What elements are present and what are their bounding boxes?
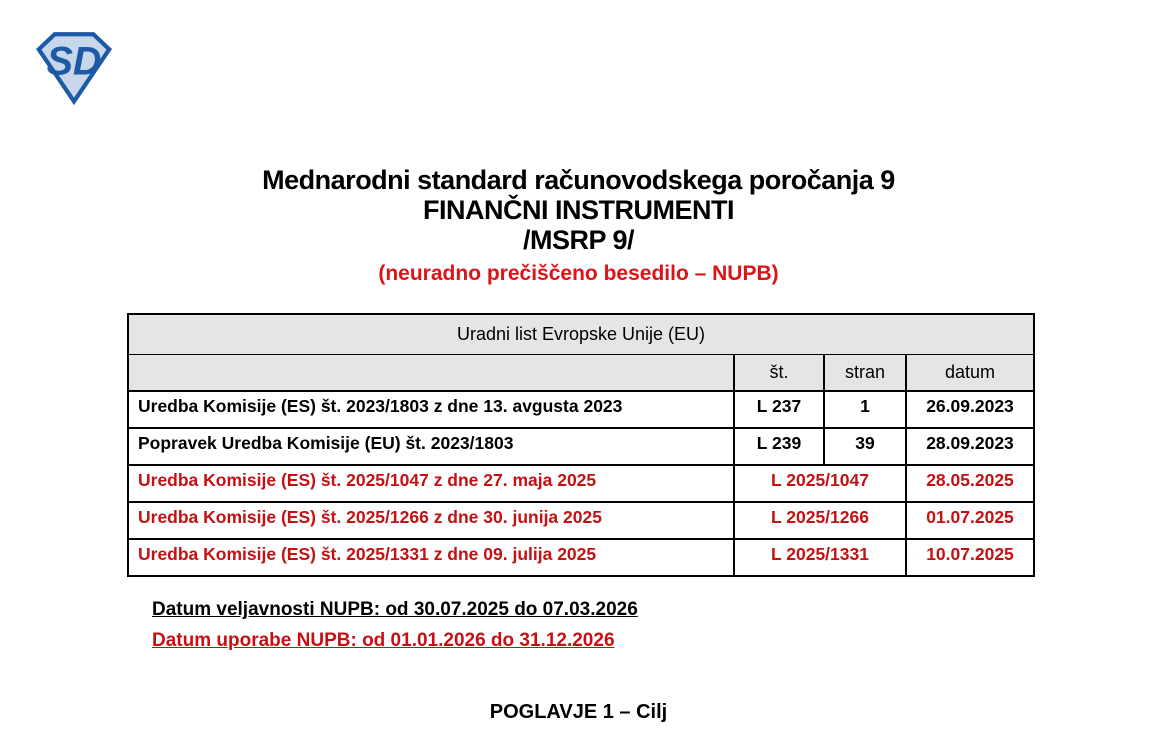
table-cell-desc: Popravek Uredba Komisije (EU) št. 2023/1803 [128, 428, 734, 465]
validity-date-line: Datum veljavnosti NUPB: od 30.07.2025 do 07.03.2026 [152, 599, 638, 620]
table-cell-num: 1 [824, 391, 906, 428]
table-cell-date: 10.07.2025 [906, 539, 1034, 576]
table-cell-desc: Uredba Komisije (ES) št. 2025/1331 z dne 09. julija 2025 [128, 539, 734, 576]
table-row [128, 539, 1034, 576]
application-date-line: Datum uporabe NUPB: od 01.01.2026 do 31.12.2026 [152, 630, 615, 651]
document-title-line2: FINANČNI INSTRUMENTI [423, 195, 734, 225]
table-cell-num: L 2025/1047 [734, 465, 906, 502]
diamond-shield-icon [32, 26, 116, 108]
column-header-st: št. [734, 354, 824, 391]
column-header-datum: datum [906, 354, 1034, 391]
table-cell-num: L 2025/1266 [734, 502, 906, 539]
table-row [128, 428, 1034, 465]
column-header-empty [128, 354, 734, 391]
eu-journal-table [127, 313, 1035, 577]
table-header-row [128, 354, 1034, 391]
chapter-heading: POGLAVJE 1 – Cilj [489, 701, 668, 723]
table-cell-num: L 2025/1331 [734, 539, 906, 576]
table-cell-desc: Uredba Komisije (ES) št. 2023/1803 z dne 13. avgusta 2023 [128, 391, 734, 428]
title-block [0, 165, 1157, 287]
table-cell-date: 28.09.2023 [906, 428, 1034, 465]
table-cell-num: L 239 [734, 428, 824, 465]
document-title-line3: /MSRP 9/ [522, 225, 635, 255]
table-row [128, 391, 1034, 428]
logo-letters: SD [46, 39, 102, 84]
table-cell-desc: Uredba Komisije (ES) št. 2025/1047 z dne 27. maja 2025 [128, 465, 734, 502]
validity-block [152, 594, 638, 656]
document-title-line1: Mednarodni standard računovodskega poročanja 9 [262, 165, 895, 195]
table-cell-num: 39 [824, 428, 906, 465]
table-row [128, 465, 1034, 502]
table-cell-num: L 237 [734, 391, 824, 428]
table-body [128, 391, 1034, 576]
document-subtitle: (neuradno prečiščeno besedilo – NUPB) [378, 262, 779, 285]
table-caption: Uradni list Evropske Unije (EU) [128, 314, 1034, 354]
table-cell-date: 01.07.2025 [906, 502, 1034, 539]
column-header-stran: stran [824, 354, 906, 391]
table-row [128, 502, 1034, 539]
table-cell-date: 26.09.2023 [906, 391, 1034, 428]
table-cell-date: 28.05.2025 [906, 465, 1034, 502]
sd-logo [32, 26, 116, 108]
table-caption-row [128, 314, 1034, 354]
table-cell-desc: Uredba Komisije (ES) št. 2025/1266 z dne 30. junija 2025 [128, 502, 734, 539]
